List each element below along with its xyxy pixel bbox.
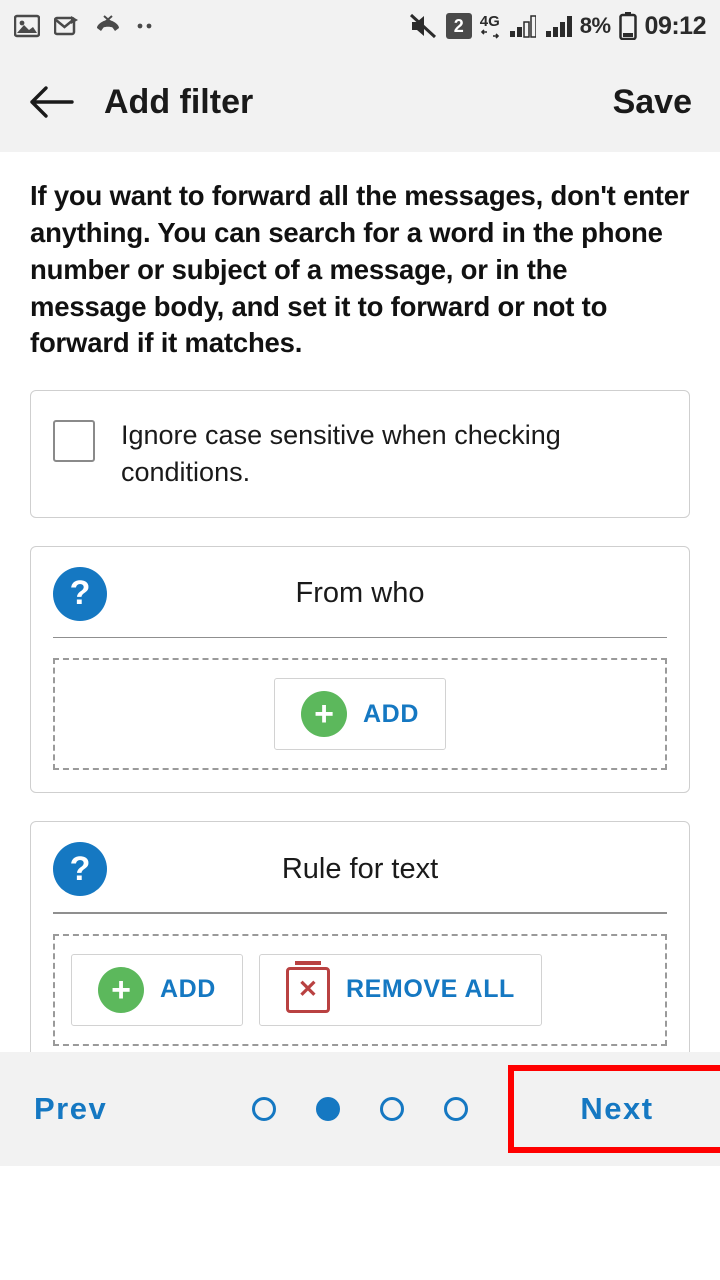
remove-all-button-label: REMOVE ALL xyxy=(345,975,515,1004)
section-divider xyxy=(53,637,667,639)
battery-icon xyxy=(619,12,637,40)
page-title: Add filter xyxy=(104,82,254,121)
step-dot-2[interactable] xyxy=(316,1097,340,1121)
bottom-navigation-bar xyxy=(0,1052,720,1166)
ignore-case-row[interactable] xyxy=(30,390,690,517)
step-dot-4[interactable] xyxy=(444,1097,468,1121)
add-button-label: ADD xyxy=(363,699,419,728)
section-title: From who xyxy=(295,577,425,610)
status-bar xyxy=(0,0,720,52)
mute-icon xyxy=(408,12,438,40)
plus-icon: + xyxy=(301,691,347,737)
section-title: Rule for text xyxy=(281,852,439,885)
back-arrow-icon[interactable] xyxy=(24,75,78,129)
next-button[interactable] xyxy=(508,1065,720,1153)
ignore-case-checkbox[interactable] xyxy=(53,420,95,462)
section-header xyxy=(31,822,689,912)
rule-for-text-dropzone xyxy=(53,934,667,1046)
add-rule-button[interactable] xyxy=(71,954,243,1026)
next-button-label: Next xyxy=(580,1091,654,1126)
section-header xyxy=(31,547,689,637)
app-bar xyxy=(0,52,720,152)
main-content xyxy=(0,152,720,1166)
missed-call-icon xyxy=(94,15,122,37)
from-who-dropzone xyxy=(53,658,667,770)
save-button[interactable]: Save xyxy=(612,82,692,121)
network-type-icon xyxy=(480,14,500,39)
network-label: 4G xyxy=(479,12,500,30)
help-icon[interactable]: ? xyxy=(53,842,107,896)
next-button-container xyxy=(490,1052,720,1166)
status-bar-left-icons xyxy=(14,14,408,38)
step-dot-3[interactable] xyxy=(380,1097,404,1121)
help-icon[interactable]: ? xyxy=(53,567,107,621)
plus-icon: + xyxy=(98,967,144,1013)
sim-badge: 2 xyxy=(446,13,472,39)
signal-bars-2-icon xyxy=(544,14,572,38)
battery-percent: 8% xyxy=(579,13,611,38)
add-from-who-button[interactable] xyxy=(274,678,446,750)
signal-bars-1-icon xyxy=(508,14,536,38)
prev-button[interactable]: Prev xyxy=(34,1091,108,1126)
dots-icon xyxy=(136,22,158,30)
image-icon xyxy=(14,14,40,38)
status-clock: 09:12 xyxy=(644,11,706,40)
trash-icon: ✕ xyxy=(286,967,330,1013)
step-indicator xyxy=(230,1097,490,1121)
section-divider xyxy=(53,912,667,914)
mail-forward-icon xyxy=(54,14,80,38)
section-from-who xyxy=(30,546,690,794)
ignore-case-label: Ignore case sensitive when checking conditions. xyxy=(121,420,561,487)
intro-text: If you want to forward all the messages, don't enter anything. You can search for a word in the phone number or subject of a message, or in the message body, and set it to forward or not to forward if it matches. xyxy=(30,180,690,359)
add-button-label: ADD xyxy=(160,975,216,1004)
status-bar-right-icons xyxy=(408,12,706,41)
remove-all-rules-button[interactable] xyxy=(259,954,542,1026)
step-dot-1[interactable] xyxy=(252,1097,276,1121)
